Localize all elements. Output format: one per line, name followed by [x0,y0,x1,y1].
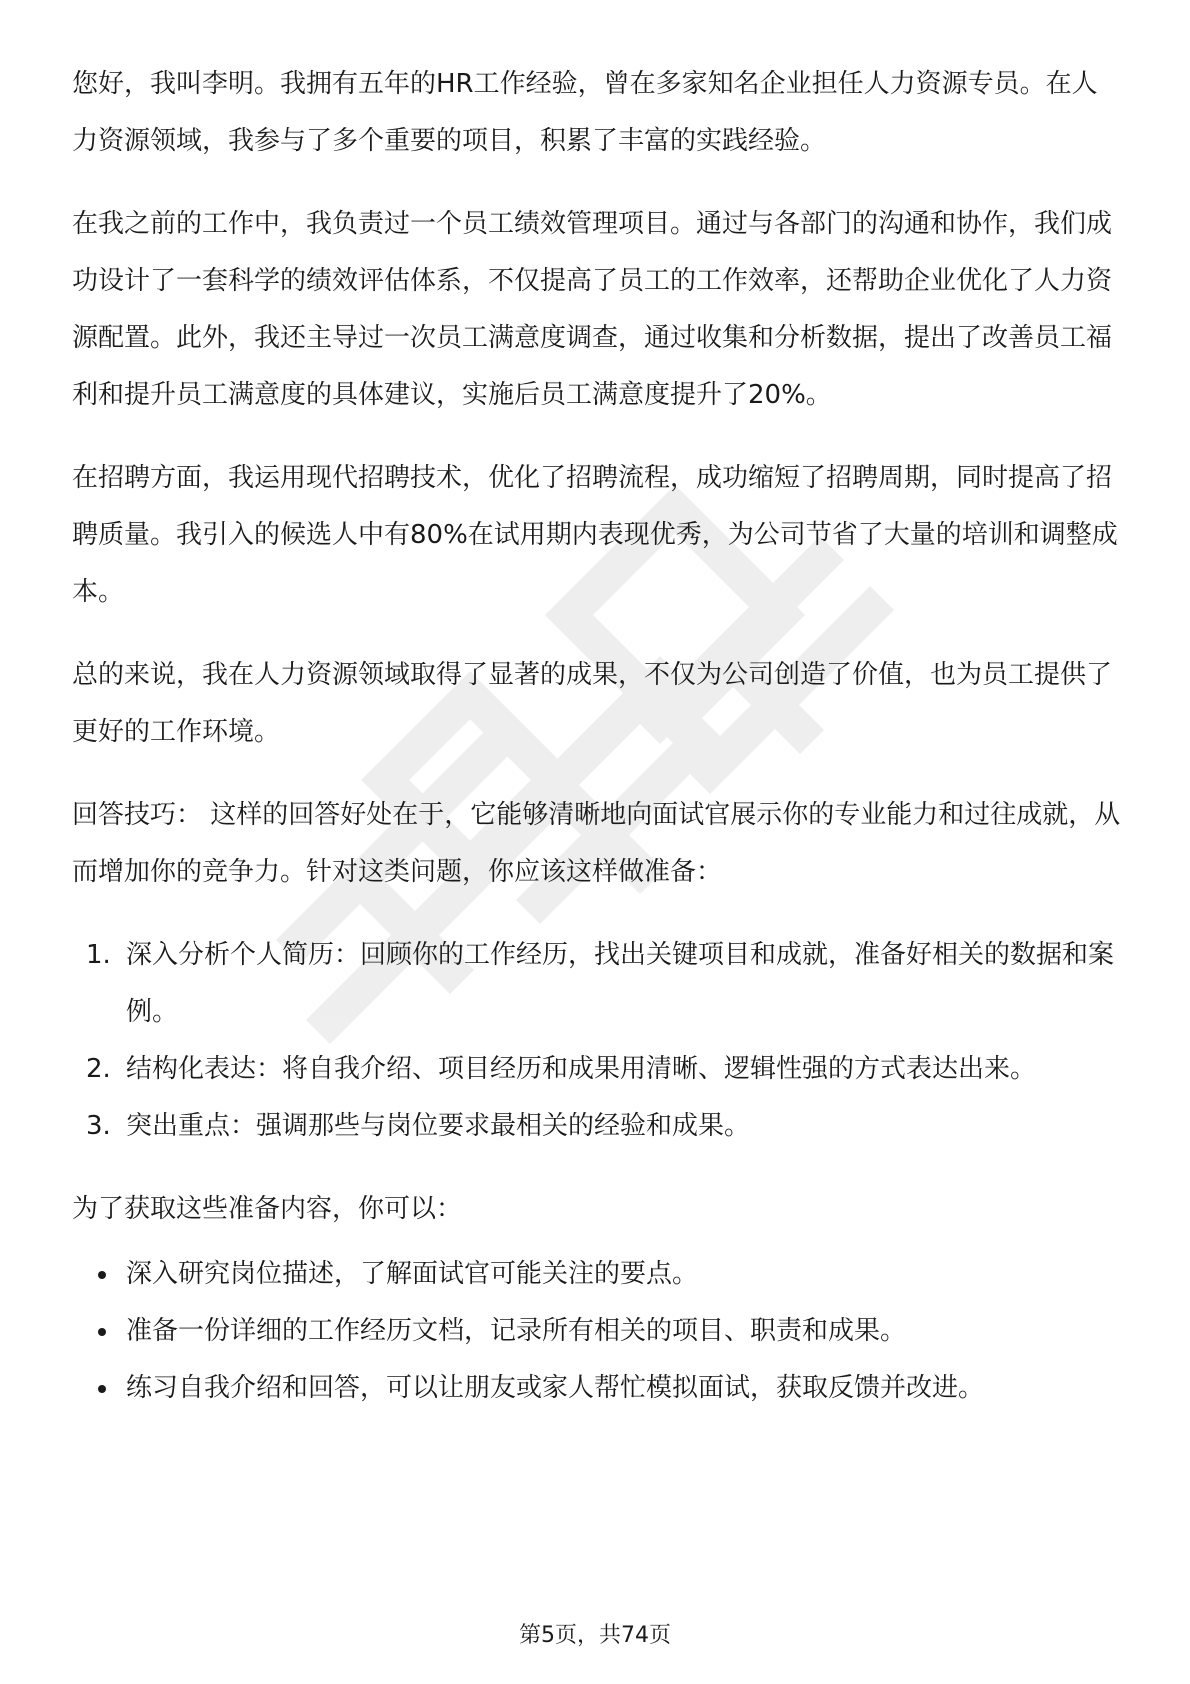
list-item-text: 深入研究岗位描述，了解面试官可能关注的要点。 [126,1259,699,1289]
list-item [72,1360,1122,1417]
list-number: 2. [86,1054,111,1084]
list-item [72,1098,1122,1155]
list-item [72,1303,1122,1360]
list-item [72,1041,1122,1098]
performance-project-paragraph: 在我之前的工作中，我负责过一个员工绩效管理项目。通过与各部门的沟通和协作，我们成功设计了一套科学的绩效评估体系，不仅提高了员工的工作效率，还帮助企业优化了人力资源配置。此外，我还主导过一次员工满意度调查，通过收集和分析数据，提出了改善员工福利和提升员工满意度的具体建议，实施后员工满意度提升了20%。 [72,209,1113,410]
summary-paragraph: 总的来说，我在人力资源领域取得了显著的成果，不仅为公司创造了价值，也为员工提供了更好的工作环境。 [72,660,1113,747]
list-number: 3. [86,1111,111,1141]
list-item [72,927,1122,1041]
recruitment-paragraph: 在招聘方面，我运用现代招聘技术，优化了招聘流程，成功缩短了招聘周期，同时提高了招聘质量。我引入的候选人中有80%在试用期内表现优秀，为公司节省了大量的培训和调整成本。 [72,463,1118,607]
list-item-text: 深入分析个人简历：回顾你的工作经历，找出关键项目和成就，准备好相关的数据和案例。 [126,940,1115,1027]
list-number: 1. [86,940,111,970]
answer-tips-paragraph: 回答技巧： 这样的回答好处在于，它能够清晰地向面试官展示你的专业能力和过往成就，从而增加你的竞争力。针对这类问题，你应该这样做准备： [72,800,1121,887]
list-item-text: 准备一份详细的工作经历文档，记录所有相关的项目、职责和成果。 [126,1316,907,1346]
bullet-icon [98,1271,106,1279]
bullet-icon [98,1328,106,1336]
intro-paragraph: 您好，我叫李明。我拥有五年的HR工作经验，曾在多家知名企业担任人力资源专员。在人力资源领域，我参与了多个重要的项目，积累了丰富的实践经验。 [72,69,1098,156]
tips-intro: 为了获取这些准备内容，你可以： [72,1194,463,1224]
tips-list [72,1246,1122,1417]
list-item-text: 练习自我介绍和回答，可以让朋友或家人帮忙模拟面试，获取反馈并改进。 [126,1373,985,1403]
page-footer: 第5页，共74页 [519,1623,671,1648]
document-body [72,56,1122,1417]
list-item [72,1246,1122,1303]
list-item-text: 结构化表达：将自我介绍、项目经历和成果用清晰、逻辑性强的方式表达出来。 [126,1054,1037,1084]
list-item-text: 突出重点：强调那些与岗位要求最相关的经验和成果。 [126,1111,751,1141]
bullet-icon [98,1385,106,1393]
preparation-steps-list [72,927,1122,1155]
